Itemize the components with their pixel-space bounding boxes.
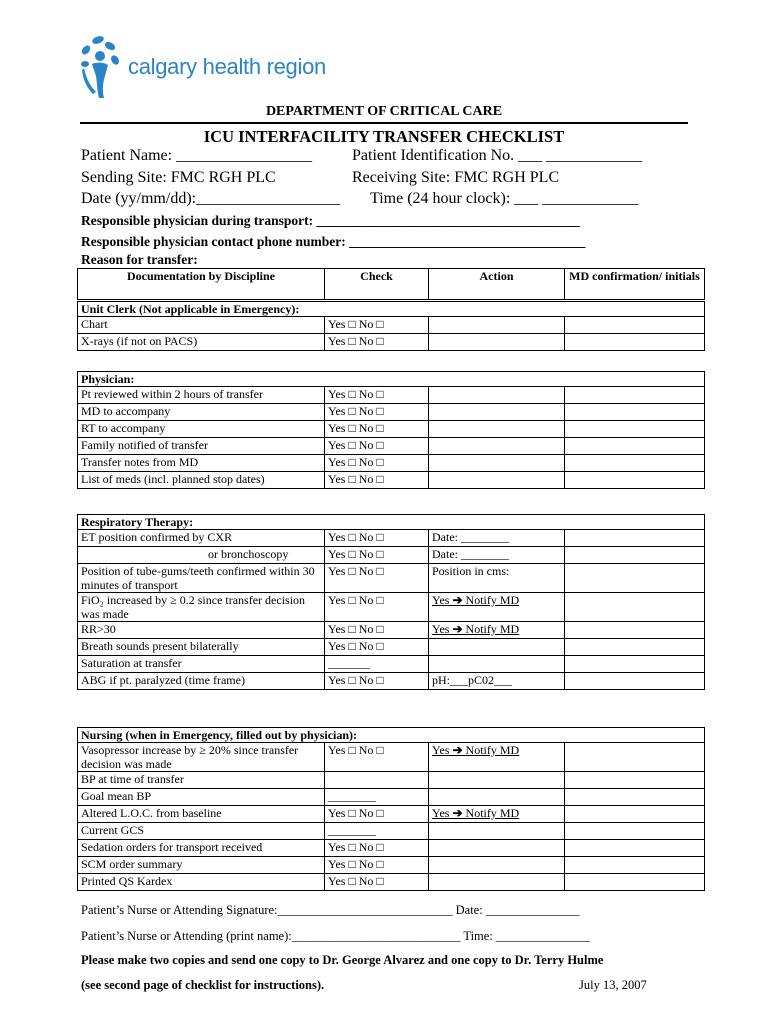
logo-text: calgary health region <box>128 54 326 79</box>
header-md-confirmation: MD confirmation/ initials <box>565 269 705 300</box>
row-item: List of meds (incl. planned stop dates) <box>78 472 325 489</box>
time-field[interactable]: Time (24 hour clock): ___ ____________ <box>370 190 639 207</box>
row-item: ABG if pt. paralyzed (time frame) <box>78 673 325 690</box>
row-action: pH:___pC02___ <box>429 673 565 690</box>
row-check[interactable]: _______ <box>325 656 429 673</box>
row-action <box>429 421 565 438</box>
row-md-initials[interactable] <box>565 472 705 489</box>
row-check[interactable]: Yes □ No □ <box>325 421 429 438</box>
table-row <box>78 806 705 823</box>
row-md-initials[interactable] <box>565 639 705 656</box>
department-heading: DEPARTMENT OF CRITICAL CARE <box>265 104 503 119</box>
notify-md-text: Notify MD <box>465 593 520 607</box>
row-md-initials[interactable] <box>565 564 705 593</box>
row-check[interactable]: Yes □ No □ <box>325 639 429 656</box>
section-title: Unit Clerk (Not applicable in Emergency): <box>78 302 705 317</box>
row-md-initials[interactable] <box>565 438 705 455</box>
table-row <box>78 857 705 874</box>
row-md-initials[interactable] <box>565 840 705 857</box>
section-title: Respiratory Therapy: <box>78 515 705 530</box>
row-action <box>429 656 565 673</box>
patient-id-field[interactable]: Patient Identification No. ___ ____________ <box>352 147 643 164</box>
notify-yes: Yes <box>432 743 450 757</box>
row-md-initials[interactable] <box>565 530 705 547</box>
table-row <box>78 404 705 421</box>
row-md-initials[interactable] <box>565 789 705 806</box>
row-check[interactable]: Yes □ No □ <box>325 404 429 421</box>
row-action <box>429 743 565 772</box>
row-md-initials[interactable] <box>565 622 705 639</box>
table-row <box>78 622 705 639</box>
table-row <box>78 673 705 690</box>
table-row <box>78 789 705 806</box>
table-row <box>78 530 705 547</box>
row-check[interactable]: Yes □ No □ <box>325 472 429 489</box>
row-item: Family notified of transfer <box>78 438 325 455</box>
row-item: RT to accompany <box>78 421 325 438</box>
page-title: ICU INTERFACILITY TRANSFER CHECKLIST <box>203 127 565 146</box>
row-md-initials[interactable] <box>565 743 705 772</box>
arrow-right-icon: ➔ <box>449 743 466 757</box>
table-row <box>78 317 705 334</box>
table-row <box>78 743 705 772</box>
row-action <box>429 622 565 639</box>
row-item: SCM order summary <box>78 857 325 874</box>
row-item: Goal mean BP <box>78 789 325 806</box>
row-action <box>429 334 565 351</box>
row-md-initials[interactable] <box>565 317 705 334</box>
section-title: Physician: <box>78 372 705 387</box>
row-action <box>429 806 565 823</box>
row-md-initials[interactable] <box>565 421 705 438</box>
row-check[interactable]: Yes □ No □ <box>325 547 429 564</box>
header-documentation: Documentation by Discipline <box>78 269 325 300</box>
arrow-right-icon: ➔ <box>449 806 466 820</box>
row-md-initials[interactable] <box>565 772 705 789</box>
table-row <box>78 823 705 840</box>
row-item: Transfer notes from MD <box>78 455 325 472</box>
table-row <box>78 840 705 857</box>
row-check[interactable]: Yes □ No □ <box>325 387 429 404</box>
table-row <box>78 874 705 891</box>
row-check[interactable]: Yes □ No □ <box>325 874 429 891</box>
row-md-initials[interactable] <box>565 547 705 564</box>
header-check: Check <box>325 269 429 300</box>
row-action <box>429 404 565 421</box>
table-row <box>78 472 705 489</box>
row-item: BP at time of transfer <box>78 772 325 789</box>
table-row <box>78 772 705 789</box>
row-check[interactable]: Yes □ No □ <box>325 743 429 772</box>
row-action <box>429 857 565 874</box>
row-check[interactable]: Yes □ No □ <box>325 673 429 690</box>
row-md-initials[interactable] <box>565 593 705 622</box>
row-item: Saturation at transfer <box>78 656 325 673</box>
row-check[interactable] <box>325 772 429 789</box>
row-action: Date: ________ <box>429 530 565 547</box>
row-check[interactable]: Yes □ No □ <box>325 593 429 622</box>
section-table <box>77 371 705 489</box>
row-md-initials[interactable] <box>565 874 705 891</box>
row-action <box>429 874 565 891</box>
row-item: or bronchoscopy <box>78 547 325 564</box>
row-action: Position in cms: <box>429 564 565 593</box>
row-item: Current GCS <box>78 823 325 840</box>
sending-site-field[interactable]: Sending Site: FMC RGH PLC <box>81 169 276 186</box>
checklist-header-table <box>77 268 705 300</box>
row-item: RR>30 <box>78 622 325 639</box>
row-md-initials[interactable] <box>565 334 705 351</box>
logo-figure-icon <box>78 34 126 104</box>
notify-md-text: Notify MD <box>465 743 520 757</box>
row-item: Breath sounds present bilaterally <box>78 639 325 656</box>
row-action <box>429 823 565 840</box>
notify-yes: Yes <box>432 806 450 820</box>
row-check[interactable]: Yes □ No □ <box>325 334 429 351</box>
row-item: Altered L.O.C. from baseline <box>78 806 325 823</box>
section-table <box>77 514 705 690</box>
table-row <box>78 438 705 455</box>
row-check[interactable]: ________ <box>325 789 429 806</box>
row-item: Sedation orders for transport received <box>78 840 325 857</box>
row-item: MD to accompany <box>78 404 325 421</box>
row-action <box>429 472 565 489</box>
row-item: FiO₂ increased by ≥ 0.2 since transfer decision was made <box>78 593 325 622</box>
row-action <box>429 840 565 857</box>
date-field[interactable]: Date (yy/mm/dd):__________________ <box>81 190 341 207</box>
row-action <box>429 438 565 455</box>
row-item: X-rays (if not on PACS) <box>78 334 325 351</box>
row-item: ET position confirmed by CXR <box>78 530 325 547</box>
row-action <box>429 387 565 404</box>
row-md-initials[interactable] <box>565 656 705 673</box>
notify-md-text: Notify MD <box>465 622 520 636</box>
row-md-initials[interactable] <box>565 673 705 690</box>
table-row <box>78 387 705 404</box>
row-action: Date: ________ <box>429 547 565 564</box>
row-md-initials[interactable] <box>565 404 705 421</box>
patient-name-field[interactable]: Patient Name: _________________ <box>81 147 313 164</box>
table-row <box>78 656 705 673</box>
header-action: Action <box>429 269 565 300</box>
section-table <box>77 727 705 891</box>
table-row <box>78 455 705 472</box>
logo <box>78 34 338 104</box>
row-item: Pt reviewed within 2 hours of transfer <box>78 387 325 404</box>
row-item: Position of tube-gums/teeth confirmed within 30 minutes of transport <box>78 564 325 593</box>
row-check[interactable]: Yes □ No □ <box>325 530 429 547</box>
row-check[interactable]: Yes □ No □ <box>325 857 429 874</box>
row-check[interactable]: Yes □ No □ <box>325 438 429 455</box>
row-md-initials[interactable] <box>565 455 705 472</box>
see-second-page-note: (see second page of checklist for instructions). <box>81 978 325 992</box>
reason-for-transfer-label: Reason for transfer: <box>81 252 198 267</box>
row-check[interactable]: Yes □ No □ <box>325 564 429 593</box>
row-md-initials[interactable] <box>565 857 705 874</box>
row-check[interactable]: Yes □ No □ <box>325 622 429 639</box>
row-check[interactable]: Yes □ No □ <box>325 840 429 857</box>
row-item: Chart <box>78 317 325 334</box>
notify-yes: Yes <box>432 622 450 636</box>
notify-md-text: Notify MD <box>465 806 520 820</box>
signature-field[interactable]: Patient’s Nurse or Attending Signature:____________________________ Date: _______________ <box>81 903 580 917</box>
table-row <box>78 564 705 593</box>
row-check[interactable]: Yes □ No □ <box>325 455 429 472</box>
responsible-physician-field[interactable]: Responsible physician during transport: _______________________________________ <box>81 213 580 228</box>
row-action <box>429 317 565 334</box>
table-row <box>78 593 705 622</box>
table-row <box>78 334 705 351</box>
row-action <box>429 789 565 806</box>
copies-instruction: Please make two copies and send one copy to Dr. George Alvarez and one copy to Dr. Terry Hulme <box>81 953 604 967</box>
row-action <box>429 455 565 472</box>
row-md-initials[interactable] <box>565 387 705 404</box>
row-check[interactable]: ________ <box>325 823 429 840</box>
row-item: Printed QS Kardex <box>78 874 325 891</box>
section-table <box>77 301 705 351</box>
arrow-right-icon: ➔ <box>449 593 466 607</box>
print-name-field[interactable]: Patient’s Nurse or Attending (print name):___________________________ Time: _______________ <box>81 929 590 943</box>
table-row <box>78 639 705 656</box>
table-row <box>78 547 705 564</box>
section-title: Nursing (when in Emergency, filled out by physician): <box>78 728 705 743</box>
row-check[interactable]: Yes □ No □ <box>325 806 429 823</box>
arrow-right-icon: ➔ <box>449 622 466 636</box>
row-md-initials[interactable] <box>565 823 705 840</box>
table-row <box>78 421 705 438</box>
row-item: Vasopressor increase by ≥ 20% since transfer decision was made <box>78 743 325 772</box>
revision-date: July 13, 2007 <box>579 978 647 992</box>
row-md-initials[interactable] <box>565 806 705 823</box>
header-rule <box>80 122 688 124</box>
row-action <box>429 772 565 789</box>
physician-phone-field[interactable]: Responsible physician contact phone number: ___________________________________ <box>81 234 586 249</box>
row-check[interactable]: Yes □ No □ <box>325 317 429 334</box>
row-action <box>429 593 565 622</box>
receiving-site-field[interactable]: Receiving Site: FMC RGH PLC <box>352 169 560 186</box>
row-action <box>429 639 565 656</box>
notify-yes: Yes <box>432 593 450 607</box>
